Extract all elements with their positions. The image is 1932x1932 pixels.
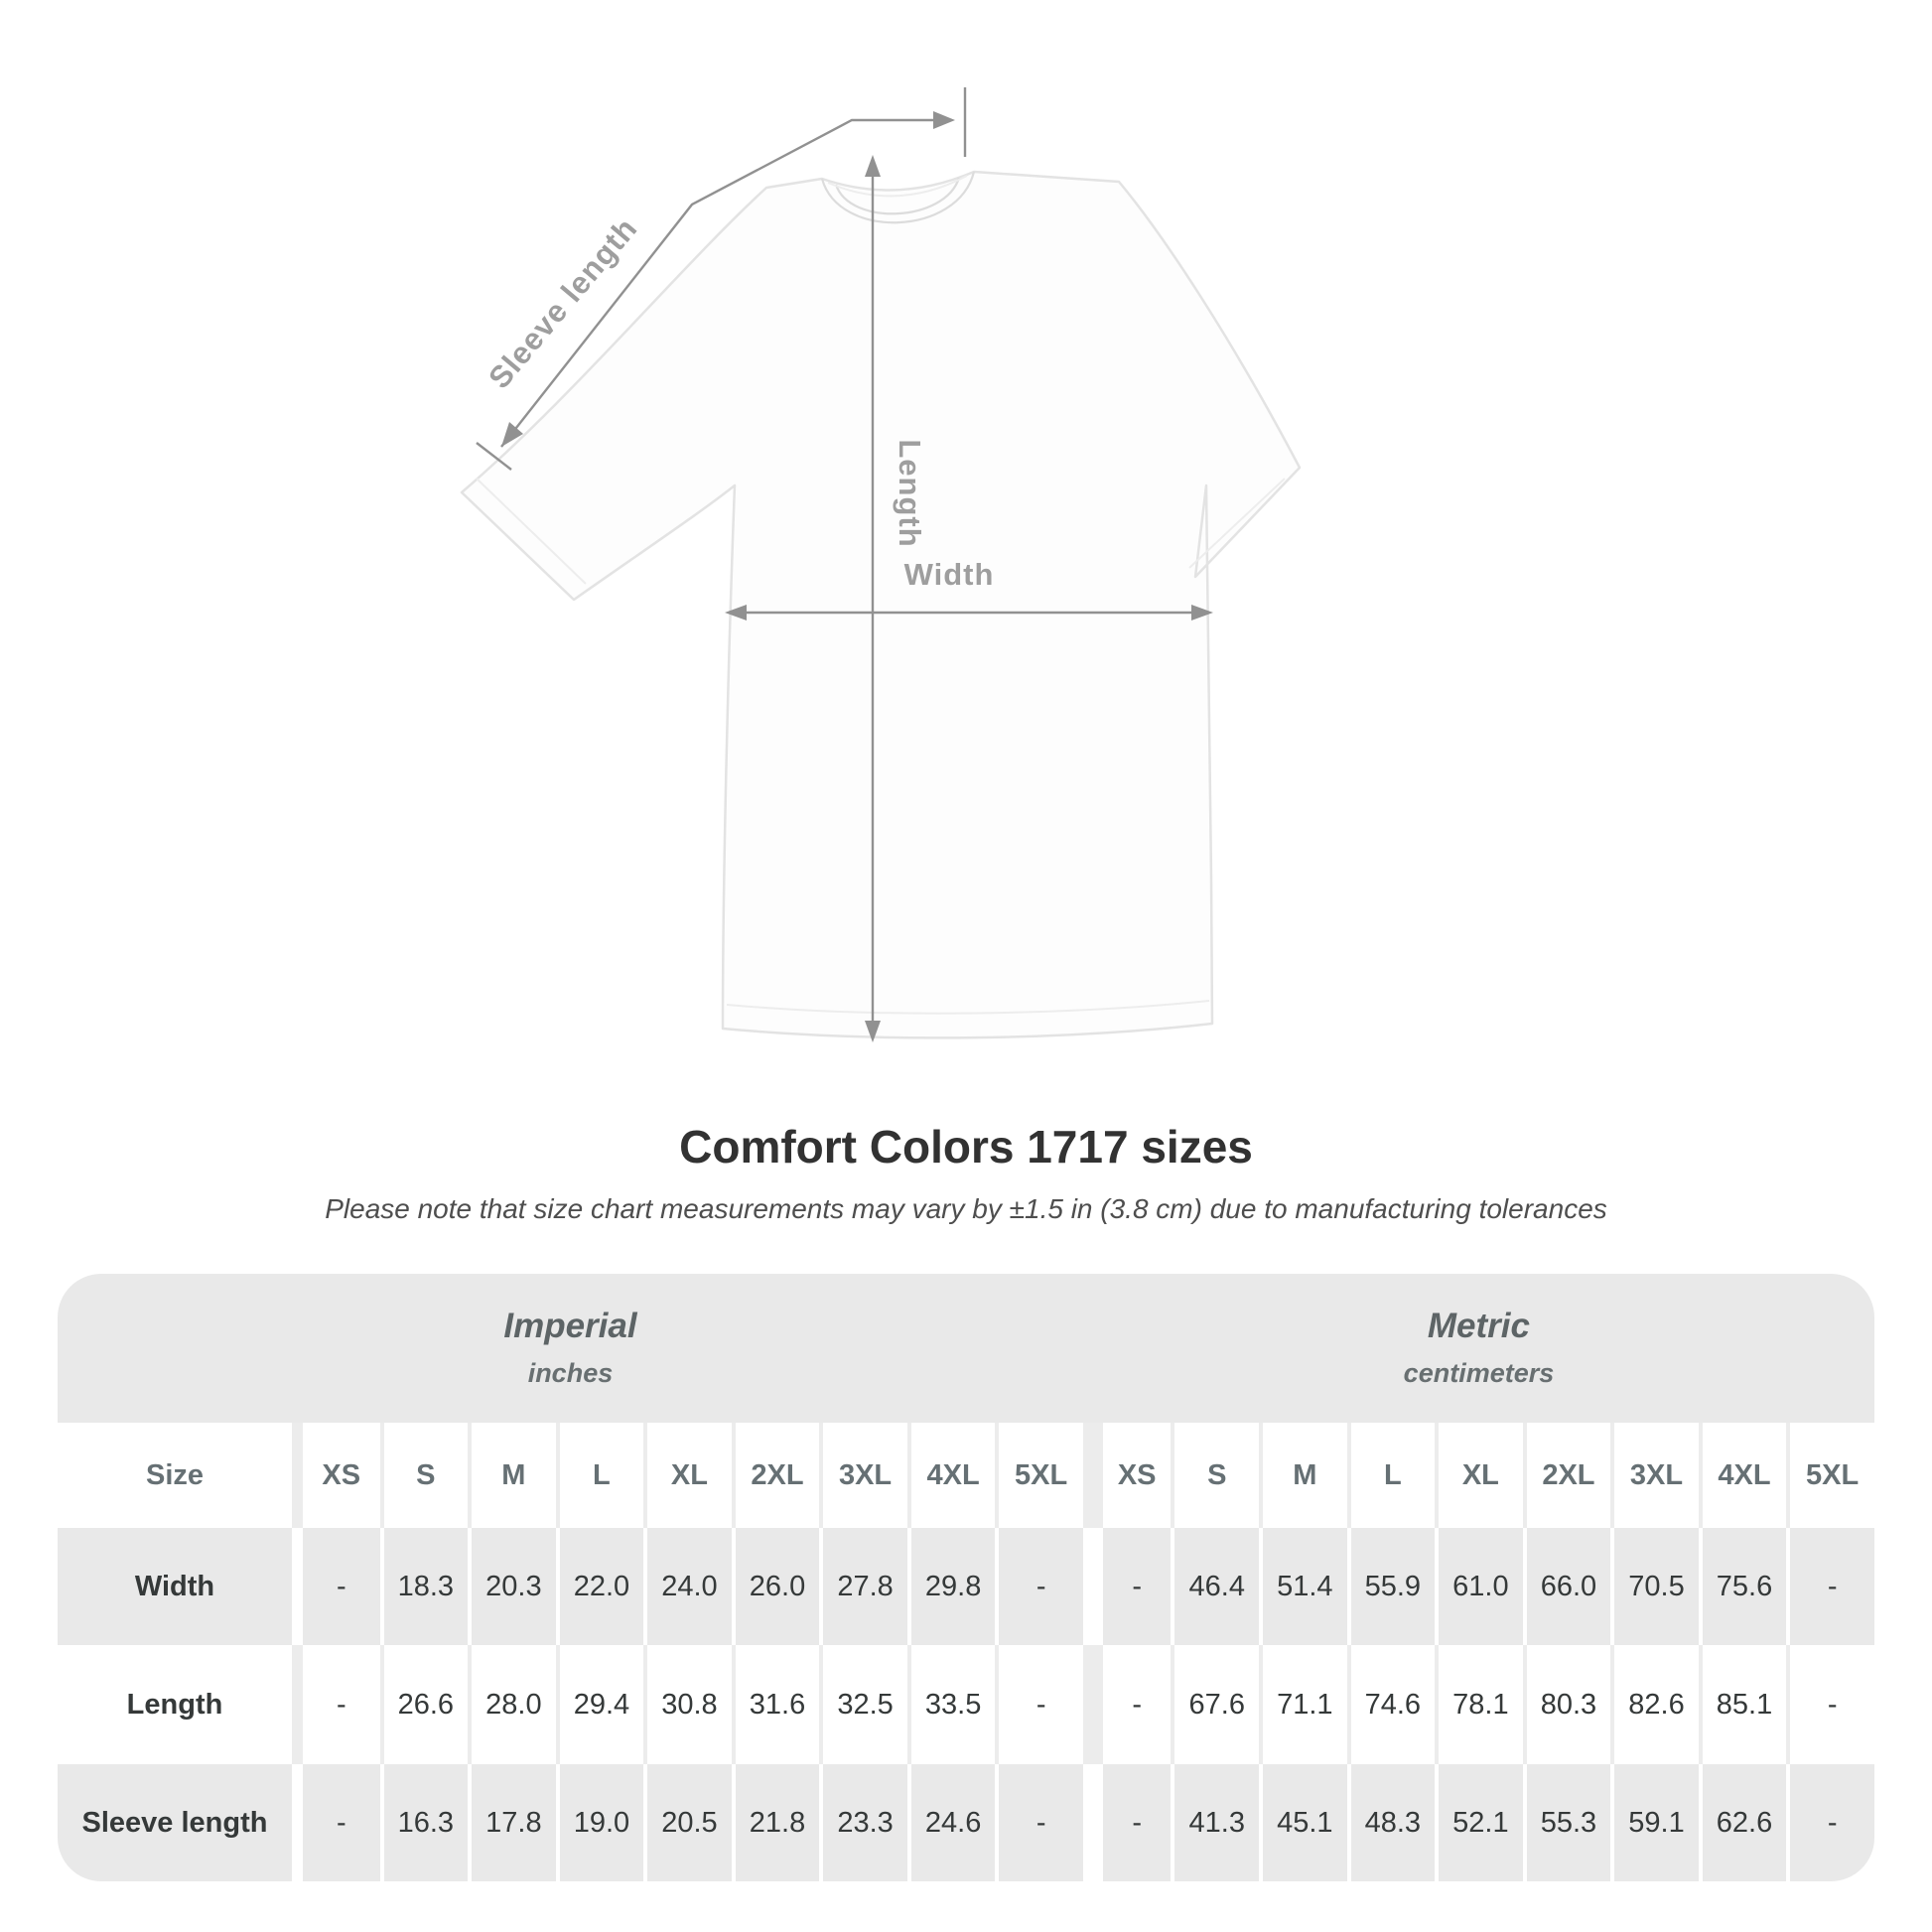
size-header-metric: 3XL (1610, 1423, 1699, 1528)
tolerance-note: Please note that size chart measurements may vary by ±1.5 in (3.8 cm) due to manufacturing tolerances (325, 1193, 1607, 1224)
row-label: Width (58, 1528, 292, 1645)
row-label: Sleeve length (58, 1764, 292, 1881)
width-label: Width (903, 557, 995, 592)
size-header-metric: 4XL (1699, 1423, 1787, 1528)
size-header-imperial: S (380, 1423, 469, 1528)
size-header-imperial: M (468, 1423, 556, 1528)
sleeve-length-label: Sleeve length (482, 210, 644, 396)
size-column-header: Size (58, 1423, 292, 1528)
value-cell-metric: 70.5 (1610, 1528, 1699, 1645)
value-cell-imperial: 31.6 (732, 1645, 820, 1764)
value-cell-imperial: 33.5 (907, 1645, 996, 1764)
value-cell-imperial: 20.5 (643, 1764, 732, 1881)
page-title: Comfort Colors 1717 sizes (679, 1121, 1253, 1173)
value-cell-imperial: 22.0 (556, 1528, 644, 1645)
measurement-row (58, 1645, 1874, 1764)
value-cell-imperial: - (292, 1764, 380, 1881)
size-table (58, 1274, 1874, 1881)
value-cell-imperial: 27.8 (819, 1528, 907, 1645)
sleeve-length-arrowhead-right (933, 111, 955, 129)
value-cell-metric: 55.3 (1523, 1764, 1611, 1881)
size-header-metric: L (1347, 1423, 1436, 1528)
metric-title: Metric (1427, 1307, 1530, 1346)
value-cell-imperial: 18.3 (380, 1528, 469, 1645)
size-header-metric: 5XL (1786, 1423, 1874, 1528)
value-cell-imperial: - (292, 1528, 380, 1645)
value-cell-imperial: 16.3 (380, 1764, 469, 1881)
value-cell-metric: 80.3 (1523, 1645, 1611, 1764)
value-cell-imperial: 26.0 (732, 1528, 820, 1645)
value-cell-metric: - (1083, 1645, 1172, 1764)
value-cell-imperial: 21.8 (732, 1764, 820, 1881)
value-cell-imperial: 28.0 (468, 1645, 556, 1764)
value-cell-imperial: 29.4 (556, 1645, 644, 1764)
tshirt-body (462, 172, 1300, 1037)
value-cell-metric: 74.6 (1347, 1645, 1436, 1764)
value-cell-imperial: 23.3 (819, 1764, 907, 1881)
measurement-row (58, 1528, 1874, 1645)
value-cell-imperial: 32.5 (819, 1645, 907, 1764)
length-label: Length (893, 439, 927, 548)
value-cell-metric: 85.1 (1699, 1645, 1787, 1764)
value-cell-metric: 45.1 (1259, 1764, 1347, 1881)
size-table-panel (58, 1274, 1874, 1881)
value-cell-imperial: - (995, 1764, 1083, 1881)
value-cell-imperial: 29.8 (907, 1528, 996, 1645)
size-header-imperial: XS (292, 1423, 380, 1528)
value-cell-metric: 67.6 (1171, 1645, 1259, 1764)
value-cell-metric: 61.0 (1435, 1528, 1523, 1645)
value-cell-metric: 62.6 (1699, 1764, 1787, 1881)
value-cell-metric: 46.4 (1171, 1528, 1259, 1645)
length-arrowhead-top (865, 155, 881, 177)
value-cell-imperial: - (995, 1645, 1083, 1764)
value-cell-imperial: - (292, 1645, 380, 1764)
value-cell-metric: 78.1 (1435, 1645, 1523, 1764)
value-cell-imperial: 26.6 (380, 1645, 469, 1764)
value-cell-imperial: - (995, 1528, 1083, 1645)
value-cell-metric: 66.0 (1523, 1528, 1611, 1645)
value-cell-imperial: 20.3 (468, 1528, 556, 1645)
imperial-group-header (58, 1274, 1083, 1423)
size-header-imperial: 5XL (995, 1423, 1083, 1528)
value-cell-imperial: 24.6 (907, 1764, 996, 1881)
size-header-metric: XS (1083, 1423, 1172, 1528)
value-cell-metric: 55.9 (1347, 1528, 1436, 1645)
value-cell-metric: 41.3 (1171, 1764, 1259, 1881)
value-cell-metric: 75.6 (1699, 1528, 1787, 1645)
size-header-imperial: 2XL (732, 1423, 820, 1528)
value-cell-metric: 82.6 (1610, 1645, 1699, 1764)
size-header-imperial: XL (643, 1423, 732, 1528)
value-cell-metric: 52.1 (1435, 1764, 1523, 1881)
size-header-imperial: 3XL (819, 1423, 907, 1528)
value-cell-metric: - (1786, 1528, 1874, 1645)
imperial-unit: inches (527, 1357, 614, 1388)
imperial-title: Imperial (503, 1307, 637, 1346)
row-label: Length (58, 1645, 292, 1764)
size-header-metric: M (1259, 1423, 1347, 1528)
value-cell-metric: - (1083, 1764, 1172, 1881)
metric-group-header (1083, 1274, 1874, 1423)
size-header-row (58, 1423, 1874, 1528)
size-header-imperial: L (556, 1423, 644, 1528)
value-cell-metric: - (1083, 1528, 1172, 1645)
metric-unit: centimeters (1403, 1357, 1555, 1388)
size-header-metric: XL (1435, 1423, 1523, 1528)
value-cell-metric: 48.3 (1347, 1764, 1436, 1881)
value-cell-imperial: 24.0 (643, 1528, 732, 1645)
value-cell-metric: - (1786, 1764, 1874, 1881)
value-cell-imperial: 30.8 (643, 1645, 732, 1764)
value-cell-imperial: 17.8 (468, 1764, 556, 1881)
size-header-imperial: 4XL (907, 1423, 996, 1528)
size-header-metric: S (1171, 1423, 1259, 1528)
value-cell-metric: 51.4 (1259, 1528, 1347, 1645)
measurement-row (58, 1764, 1874, 1881)
size-header-metric: 2XL (1523, 1423, 1611, 1528)
value-cell-metric: 59.1 (1610, 1764, 1699, 1881)
unit-group-header-row (58, 1274, 1874, 1423)
value-cell-imperial: 19.0 (556, 1764, 644, 1881)
value-cell-metric: - (1786, 1645, 1874, 1764)
value-cell-metric: 71.1 (1259, 1645, 1347, 1764)
